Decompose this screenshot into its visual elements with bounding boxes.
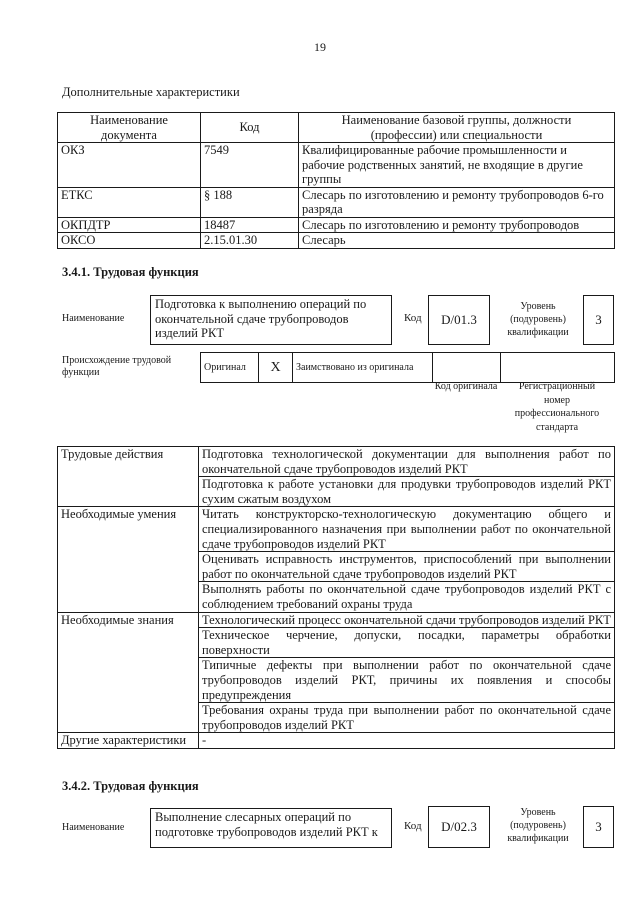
table-row <box>58 143 615 188</box>
function-name-label: Наименование <box>62 313 125 324</box>
detail-cell: Типичные дефекты при выполнении работ по окончательной сдаче трубопроводов изделий РКТ, причины их появления и способы предупреждения <box>199 658 615 703</box>
name-cell: Квалифицированные рабочие промышленности и рабочие родственных занятий, не входящие в другие группы <box>299 143 615 188</box>
original-code-cell <box>433 353 501 383</box>
function-code-box: D/02.3 <box>428 806 490 848</box>
detail-cell: Выполнять работы по окончательной сдаче трубопроводов изделий РКТ с соблюдением требований охраны труда <box>199 582 615 612</box>
header-group-name: Наименование базовой группы, должности (профессии) или специальности <box>299 113 615 143</box>
code-cell: 2.15.01.30 <box>201 233 299 249</box>
qualification-level-label: Уровень (подуровень) квалификации <box>507 807 569 844</box>
code-cell: 7549 <box>201 143 299 188</box>
original-label-cell: Оригинал <box>201 353 259 383</box>
doc-cell: ОКПДТР <box>58 217 201 233</box>
detail-cell: Читать конструкторско-технологическую документацию общего и специализированного назначения при выполнении работ по окончательной сдаче трубопроводов изделий РКТ <box>199 507 615 552</box>
table-row <box>58 233 615 249</box>
code-cell: 18487 <box>201 217 299 233</box>
table-row <box>58 187 615 217</box>
registration-number-caption: Регистрационный номер профессионального стандарта <box>514 381 600 433</box>
page-number: 19 <box>314 40 326 54</box>
function-heading-341: 3.4.1. Трудовая функция <box>62 265 199 279</box>
qualification-level-box: 3 <box>583 295 614 345</box>
borrowed-label-cell: Заимствовано из оригинала <box>293 353 433 383</box>
table-row <box>58 733 615 749</box>
function-name-label: Наименование <box>62 822 125 833</box>
original-mark-cell: X <box>259 353 293 383</box>
registration-number-cell <box>501 353 615 383</box>
header-code: Код <box>201 113 299 143</box>
category-cell: Трудовые действия <box>58 447 199 507</box>
additional-characteristics-title: Дополнительные характеристики <box>62 85 240 99</box>
table-row <box>58 612 615 628</box>
qualification-level-label: Уровень (подуровень) квалификации <box>507 301 569 338</box>
category-cell: Необходимые знания <box>58 612 199 733</box>
function-code-label: Код <box>404 820 422 832</box>
name-cell: Слесарь по изготовлению и ремонту трубопроводов 6-го разряда <box>299 187 615 217</box>
function-origin-label: Происхождение трудовой функции <box>62 355 172 378</box>
function-details-table <box>57 446 615 749</box>
detail-cell: Технологический процесс окончательной сдачи трубопроводов изделий РКТ <box>199 612 615 628</box>
doc-cell: ОКЗ <box>58 143 201 188</box>
qualification-level-box: 3 <box>583 806 614 848</box>
detail-cell: Подготовка технологической документации для выполнения работ по окончательной сдаче трубопроводов изделий РКТ <box>199 447 615 477</box>
detail-cell: Требования охраны труда при выполнении работ по окончательной сдаче трубопроводов изделий РКТ <box>199 703 615 733</box>
function-origin-table <box>200 352 615 383</box>
detail-cell: - <box>199 733 615 749</box>
code-cell: § 188 <box>201 187 299 217</box>
name-cell: Слесарь по изготовлению и ремонту трубопроводов <box>299 217 615 233</box>
table-header-row <box>58 113 615 143</box>
category-cell: Другие характеристики <box>58 733 199 749</box>
table-row <box>201 353 615 383</box>
function-code-label: Код <box>404 312 422 324</box>
function-code-box: D/01.3 <box>428 295 490 345</box>
table-row <box>58 447 615 477</box>
category-cell: Необходимые умения <box>58 507 199 612</box>
function-name-box: Подготовка к выполнению операций по окончательной сдаче трубопроводов изделий РКТ <box>150 295 392 345</box>
function-name-box: Выполнение слесарных операций по подготовке трубопроводов изделий РКТ к <box>150 808 392 848</box>
name-cell: Слесарь <box>299 233 615 249</box>
doc-cell: ОКСО <box>58 233 201 249</box>
function-heading-342: 3.4.2. Трудовая функция <box>62 779 199 793</box>
header-document-name: Наименование документа <box>58 113 201 143</box>
original-code-caption: Код оригинала <box>434 381 498 392</box>
table-row <box>58 507 615 552</box>
detail-cell: Подготовка к работе установки для продувки трубопроводов изделий РКТ сухим сжатым воздухом <box>199 477 615 507</box>
additional-characteristics-table <box>57 112 615 249</box>
detail-cell: Оценивать исправность инструментов, приспособлений при выполнении работ по окончательной сдаче трубопроводов изделий РКТ <box>199 552 615 582</box>
detail-cell: Техническое черчение, допуски, посадки, параметры обработки поверхности <box>199 628 615 658</box>
table-row <box>58 217 615 233</box>
doc-cell: ЕТКС <box>58 187 201 217</box>
